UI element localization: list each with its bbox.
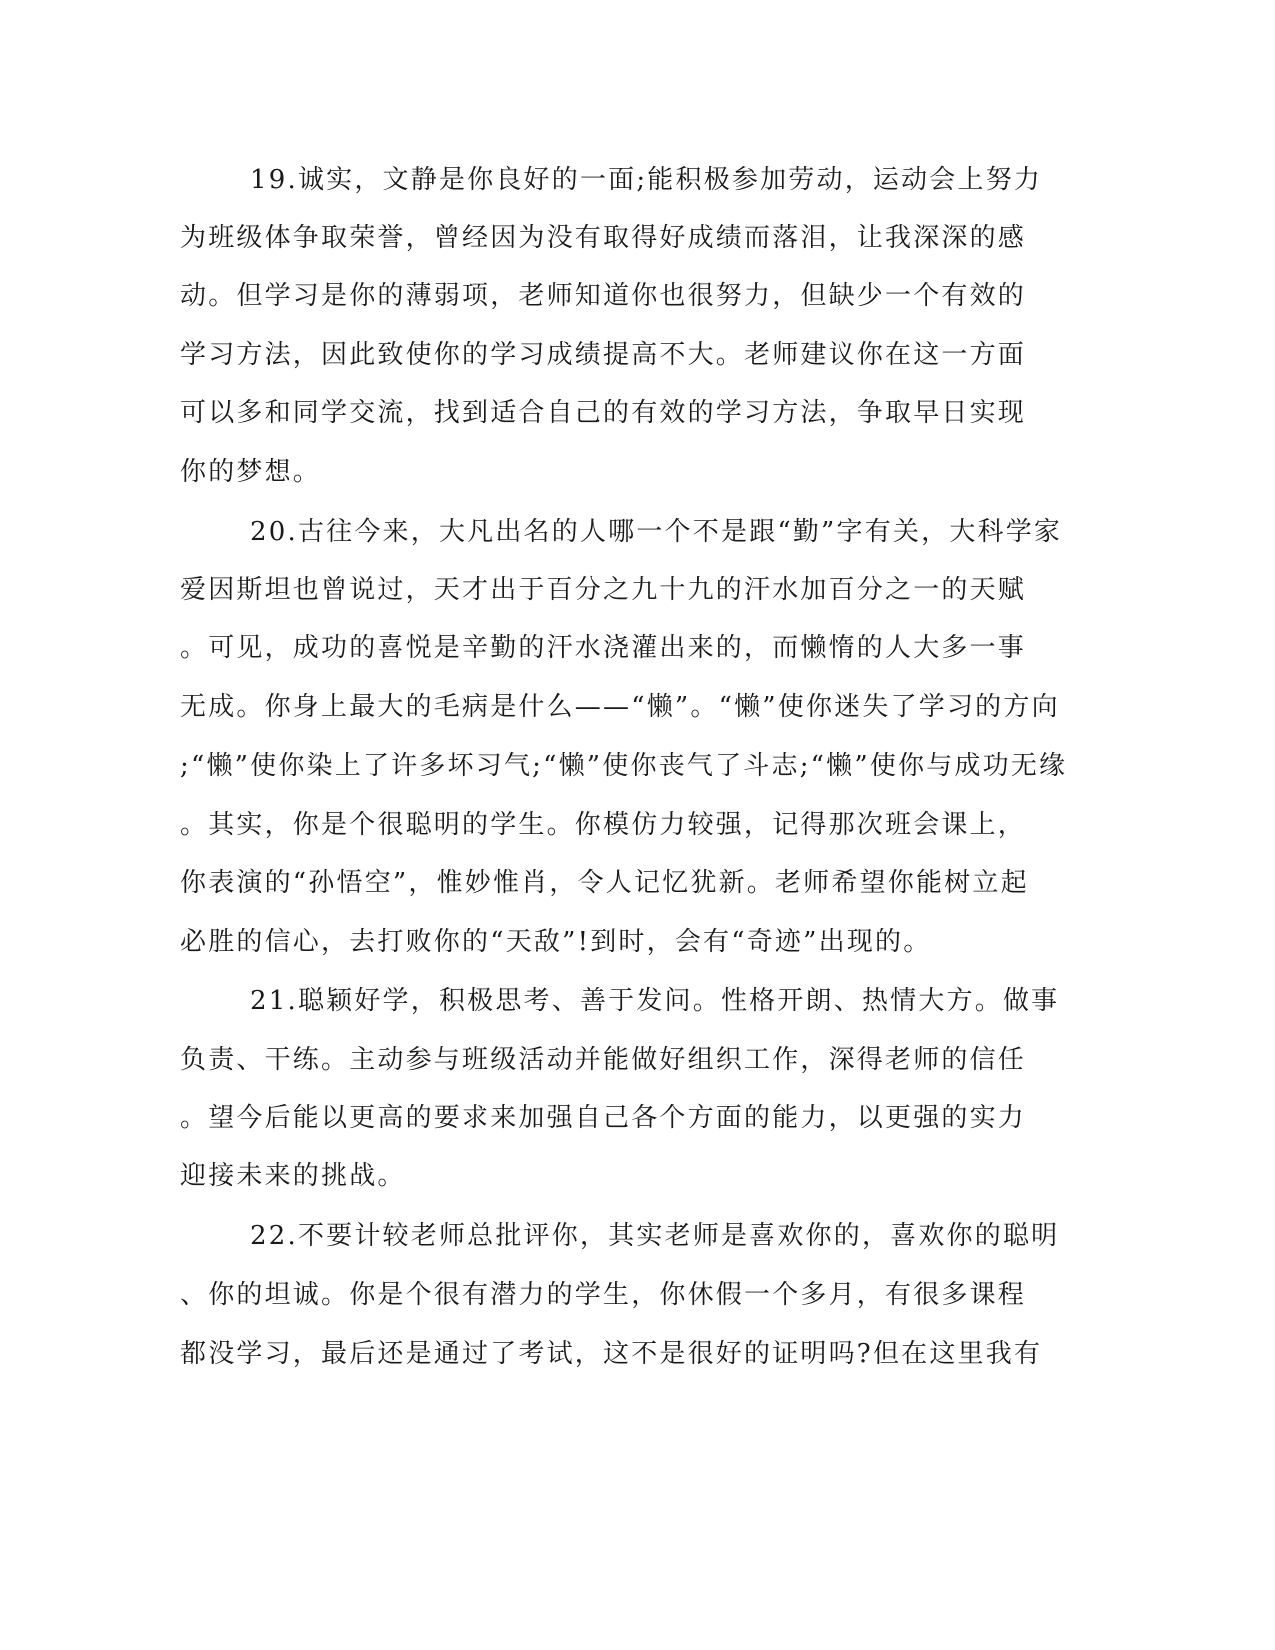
- text-line-5: 可以多和同学交流，找到适合自己的有效的学习方法，争取早日实现: [180, 398, 1027, 428]
- text-line-7: 20.古往今来，大凡出名的人哪一个不是跟“勤”字有关，大科学家: [250, 517, 1063, 547]
- text-line-1: 19.诚实，文静是你良好的一面;能积极参加劳动，运动会上努力: [250, 165, 1043, 195]
- text-line-11: ;“懒”使你染上了许多坏习气;“懒”使你丧气了斗志;“懒”使你与成功无缘: [180, 751, 1068, 781]
- text-line-16: 负责、干练。主动参与班级活动并能做好组织工作，深得老师的信任: [180, 1045, 1027, 1075]
- text-line-9: 。可见，成功的喜悦是辛勤的汗水浇灌出来的，而懒惰的人大多一事: [180, 633, 1027, 663]
- text-line-12: 。其实，你是个很聪明的学生。你模仿力较强，记得那次班会课上，: [180, 810, 1027, 840]
- text-line-21: 都没学习，最后还是通过了考试，这不是很好的证明吗?但在这里我有: [180, 1339, 1043, 1369]
- text-line-18: 迎接未来的挑战。: [180, 1161, 406, 1191]
- text-line-15: 21.聪颖好学，积极思考、善于发问。性格开朗、热情大方。做事: [250, 986, 1060, 1016]
- text-line-14: 必胜的信心，去打败你的“天敌”!到时，会有“奇迹”出现的。: [180, 927, 932, 957]
- text-line-13: 你表演的“孙悟空”，惟妙惟肖，令人记忆犹新。老师希望你能树立起: [180, 868, 1029, 898]
- text-line-10: 无成。你身上最大的毛病是什么——“懒”。“懒”使你迷失了学习的方向: [180, 692, 1060, 722]
- text-line-3: 动。但学习是你的薄弱项，老师知道你也很努力，但缺少一个有效的: [180, 281, 1027, 311]
- text-line-8: 爱因斯坦也曾说过，天才出于百分之九十九的汗水加百分之一的天赋: [180, 575, 1027, 605]
- text-line-20: 、你的坦诚。你是个很有潜力的学生，你休假一个多月，有很多课程: [180, 1280, 1027, 1310]
- text-line-19: 22.不要计较老师总批评你，其实老师是喜欢你的，喜欢你的聪明: [250, 1221, 1060, 1251]
- text-line-6: 你的梦想。: [180, 457, 322, 487]
- text-line-2: 为班级体争取荣誉，曾经因为没有取得好成绩而落泪，让我深深的感: [180, 223, 1027, 253]
- text-line-17: 。望今后能以更高的要求来加强自己各个方面的能力，以更强的实力: [180, 1103, 1027, 1133]
- text-line-4: 学习方法，因此致使你的学习成绩提高不大。老师建议你在这一方面: [180, 340, 1027, 370]
